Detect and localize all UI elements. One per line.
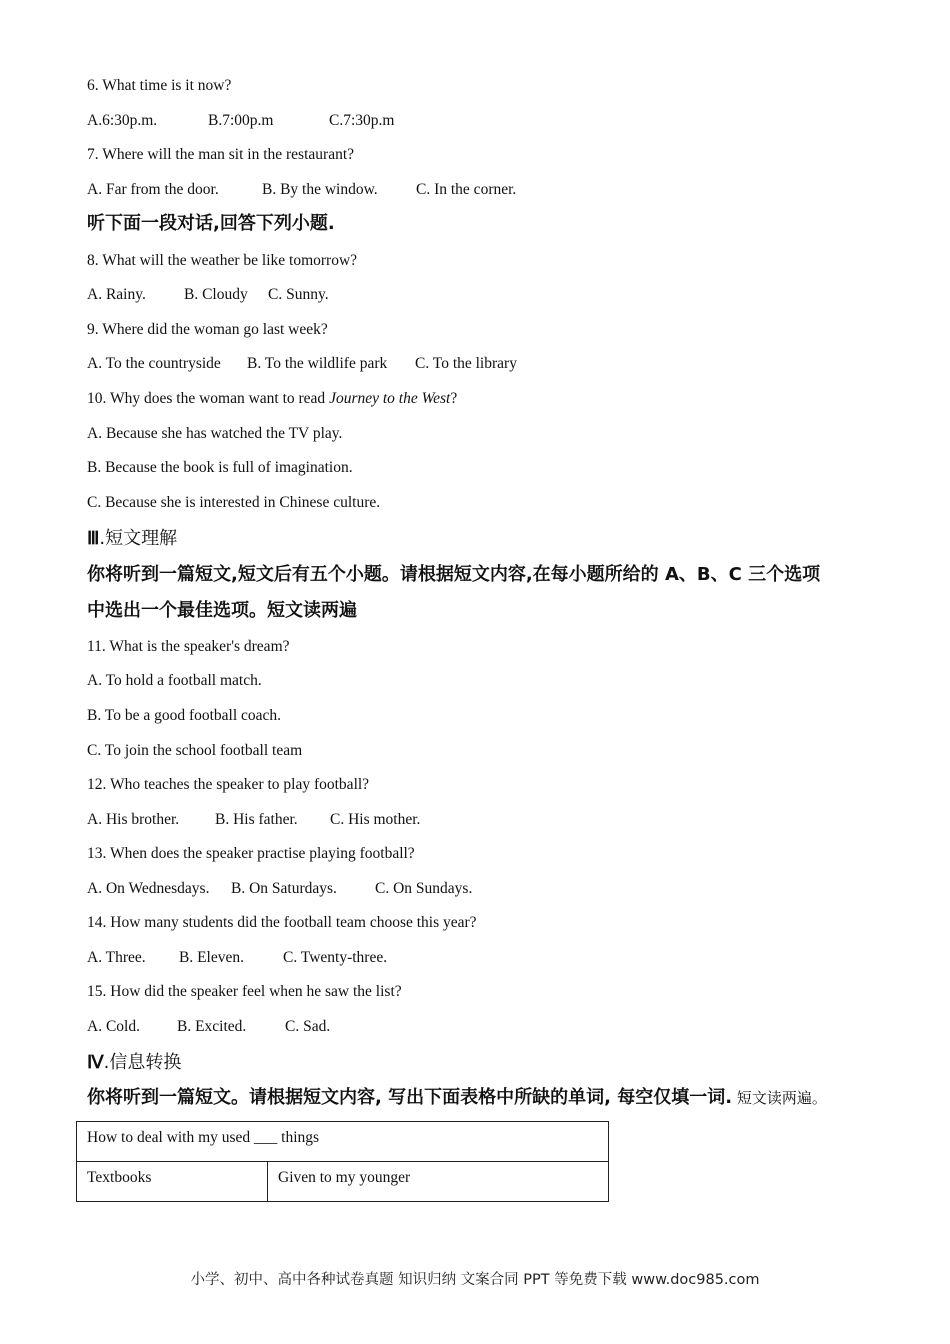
table-row xyxy=(77,1162,609,1202)
section-3-numeral: Ⅲ xyxy=(87,528,100,548)
q9-option-a: A. To the countryside xyxy=(87,355,221,372)
section-4-instruction-note: 短文读两遍。 xyxy=(732,1089,827,1107)
section-4-instruction xyxy=(87,1086,827,1110)
q9-option-b: B. To the wildlife park xyxy=(247,355,388,372)
section-3-title-text: .短文理解 xyxy=(99,528,178,549)
question-7: 7. Where will the man sit in the restaurant? xyxy=(87,146,355,163)
table-cell-given: Given to my younger xyxy=(268,1162,609,1202)
section-3-instruction-line-1: 你将听到一篇短文,短文后有五个小题。请根据短文内容,在每小题所给的 A、B、C 三个选项 xyxy=(87,564,821,585)
question-9: 9. Where did the woman go last week? xyxy=(87,321,328,338)
question-14: 14. How many students did the football team choose this year? xyxy=(87,914,477,931)
section-4-instruction-main: 你将听到一篇短文。请根据短文内容, 写出下面表格中所缺的单词, 每空仅填一词. xyxy=(87,1087,733,1108)
q12-option-c: C. His mother. xyxy=(330,811,421,828)
q10-option-b: B. Because the book is full of imagination. xyxy=(87,459,353,476)
book-title: Journey to the West xyxy=(329,390,451,407)
section-4-numeral: Ⅳ xyxy=(87,1052,104,1072)
q12-option-b: B. His father. xyxy=(215,811,298,828)
q6-option-b: B.7:00p.m xyxy=(208,112,274,129)
dialog-heading: 听下面一段对话,回答下列小题. xyxy=(87,213,335,234)
q7-option-b: B. By the window. xyxy=(262,181,378,198)
section-3-title xyxy=(87,526,177,551)
q7-option-a: A. Far from the door. xyxy=(87,181,219,198)
q10-option-c: C. Because she is interested in Chinese culture. xyxy=(87,494,381,511)
q11-option-a: A. To hold a football match. xyxy=(87,672,262,689)
q15-option-b: B. Excited. xyxy=(177,1018,247,1035)
q8-option-b: B. Cloudy xyxy=(184,286,248,303)
question-11: 11. What is the speaker's dream? xyxy=(87,638,290,655)
section-4-title xyxy=(87,1050,181,1075)
question-6: 6. What time is it now? xyxy=(87,77,232,94)
q8-option-a: A. Rainy. xyxy=(87,286,146,303)
table-cell-textbooks: Textbooks xyxy=(77,1162,268,1202)
q15-option-a: A. Cold. xyxy=(87,1018,140,1035)
q14-option-c: C. Twenty-three. xyxy=(283,949,388,966)
q9-option-c: C. To the library xyxy=(415,355,517,372)
page-footer: 小学、初中、高中各种试卷真题 知识归纳 文案合同 PPT 等免费下载 www.doc985.com xyxy=(190,1272,760,1288)
q15-option-c: C. Sad. xyxy=(285,1018,331,1035)
q13-option-c: C. On Sundays. xyxy=(375,880,473,897)
q11-option-b: B. To be a good football coach. xyxy=(87,707,282,724)
q10-option-a: A. Because she has watched the TV play. xyxy=(87,425,343,442)
table-header-row xyxy=(77,1122,609,1162)
q14-option-b: B. Eleven. xyxy=(179,949,244,966)
question-8: 8. What will the weather be like tomorrow? xyxy=(87,252,358,269)
question-13: 13. When does the speaker practise playing football? xyxy=(87,845,415,862)
q6-option-c: C.7:30p.m xyxy=(329,112,395,129)
table-header-cell: How to deal with my used ___ things xyxy=(77,1122,609,1162)
q6-option-a: A.6:30p.m. xyxy=(87,112,158,129)
question-15: 15. How did the speaker feel when he saw the list? xyxy=(87,983,402,1000)
question-12: 12. Who teaches the speaker to play football? xyxy=(87,776,370,793)
question-10-prefix: 10. Why does the woman want to read xyxy=(87,390,330,407)
question-10 xyxy=(87,389,457,409)
q7-option-c: C. In the corner. xyxy=(416,181,517,198)
question-10-suffix: ? xyxy=(450,390,458,407)
section-3-instruction-line-2: 中选出一个最佳选项。短文读两遍 xyxy=(87,600,357,621)
q13-option-b: B. On Saturdays. xyxy=(231,880,337,897)
q14-option-a: A. Three. xyxy=(87,949,146,966)
q12-option-a: A. His brother. xyxy=(87,811,180,828)
info-table xyxy=(76,1121,609,1202)
section-4-title-text: .信息转换 xyxy=(103,1052,182,1073)
q8-option-c: C. Sunny. xyxy=(268,286,329,303)
q13-option-a: A. On Wednesdays. xyxy=(87,880,210,897)
q11-option-c: C. To join the school football team xyxy=(87,742,303,759)
